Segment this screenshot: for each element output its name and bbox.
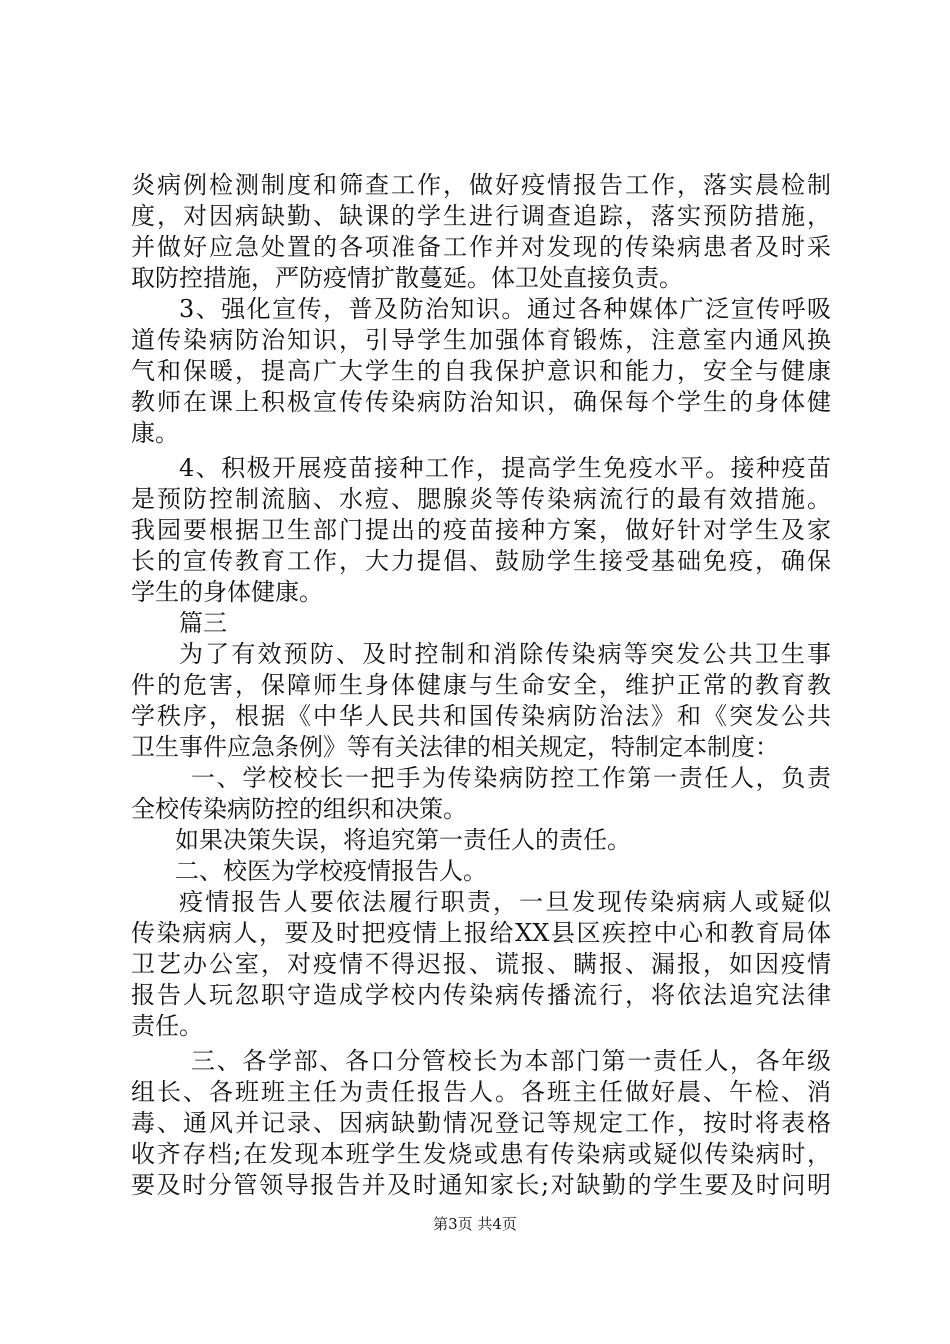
- page-footer: [0, 1214, 950, 1234]
- page-number: 第3页: [433, 1215, 473, 1233]
- text-line: 毒、通风并记录、因病缺勤情况登记等规定工作，按时将表格: [131, 1109, 831, 1137]
- text-line: 我园要根据卫生部门提出的疫苗接种方案，做好针对学生及家: [131, 516, 831, 544]
- section-title: 篇三: [179, 609, 227, 637]
- text-line: 并做好应急处置的各项准备工作并对发现的传染病患者及时采: [131, 233, 831, 261]
- text-line: 卫生事件应急条例》等有关法律的相关规定，特制定本制度：: [131, 733, 779, 761]
- text-line: 度，对因病缺勤、缺课的学生进行调查追踪，落实预防措施，: [131, 202, 831, 230]
- text-line: 组长、各班班主任为责任报告人。各班主任做好晨、午检、消: [131, 1078, 831, 1106]
- text-line: 要及时分管领导报告并及时通知家长;对缺勤的学生要及时问明: [131, 1171, 831, 1199]
- text-line: 学生的身体健康。: [131, 578, 323, 606]
- text-line: 卫艺办公室，对疫情不得迟报、谎报、瞒报、漏报，如因疫情: [131, 950, 831, 978]
- text-line: 教师在课上积极宣传传染病防治知识，确保每个学生的身体健: [131, 388, 831, 416]
- text-line: 3、强化宣传，普及防治知识。通过各种媒体广泛宣传呼吸: [179, 295, 831, 323]
- text-line: 报告人玩忽职守造成学校内传染病传播流行，将依法追究法律: [131, 981, 831, 1009]
- text-line: 收齐存档;在发现本班学生发烧或患有传染病或疑似传染病时，: [131, 1140, 831, 1168]
- text-line: 取防控措施，严防疫情扩散蔓延。体卫处直接负责。: [131, 264, 683, 292]
- paragraph: [131, 1046, 831, 1201]
- paragraph: [131, 887, 831, 1042]
- text-line: 三、各学部、各口分管校长为本部门第一责任人，各年级: [191, 1047, 831, 1075]
- paragraph: [131, 763, 831, 825]
- page-total: 共4页: [477, 1215, 517, 1233]
- paragraph: [131, 825, 831, 856]
- paragraph: [131, 170, 831, 294]
- text-line: 传染病病人，要及时把疫情上报给XX县区疾控中心和教育局体: [131, 919, 831, 947]
- text-line: 长的宣传教育工作，大力提倡、鼓励学生接受基础免疫，确保: [131, 547, 831, 575]
- text-line: 件的危害，保障师生身体健康与生命安全，维护正常的教育教: [131, 671, 831, 699]
- text-line: 疫情报告人要依法履行职责，一旦发现传染病病人或疑似: [179, 888, 831, 916]
- text-line: 气和保暖，提高广大学生的自我保护意识和能力，安全与健康: [131, 357, 831, 385]
- text-line: 道传染病防治知识，引导学生加强体育锻炼，注意室内通风换: [131, 326, 831, 354]
- text-line: 责任。: [131, 1012, 203, 1040]
- paragraph: [131, 856, 831, 887]
- text-line: 为了有效预防、及时控制和消除传染病等突发公共卫生事: [179, 640, 831, 668]
- text-line: 如果决策失误，将追究第一责任人的责任。: [175, 826, 631, 854]
- document-body: [131, 170, 831, 1201]
- text-line: 炎病例检测制度和筛查工作，做好疫情报告工作，落实晨检制: [131, 171, 831, 199]
- paragraph: [131, 294, 831, 449]
- text-line: 全校传染病防控的组织和决策。: [131, 795, 467, 823]
- paragraph: [131, 639, 831, 763]
- text-line: 是预防控制流脑、水痘、腮腺炎等传染病流行的最有效措施。: [131, 485, 831, 513]
- text-line: 康。: [131, 419, 179, 447]
- section-heading: [131, 608, 831, 639]
- paragraph: [131, 453, 831, 608]
- text-line: 4、积极开展疫苗接种工作，提高学生免疫水平。接种疫苗: [179, 454, 831, 482]
- text-line: 二、校医为学校疫情报告人。: [175, 857, 487, 885]
- text-line: 学秩序，根据《中华人民共和国传染病防治法》和《突发公共: [131, 702, 831, 730]
- text-line: 一、学校校长一把手为传染病防控工作第一责任人，负责: [191, 764, 831, 792]
